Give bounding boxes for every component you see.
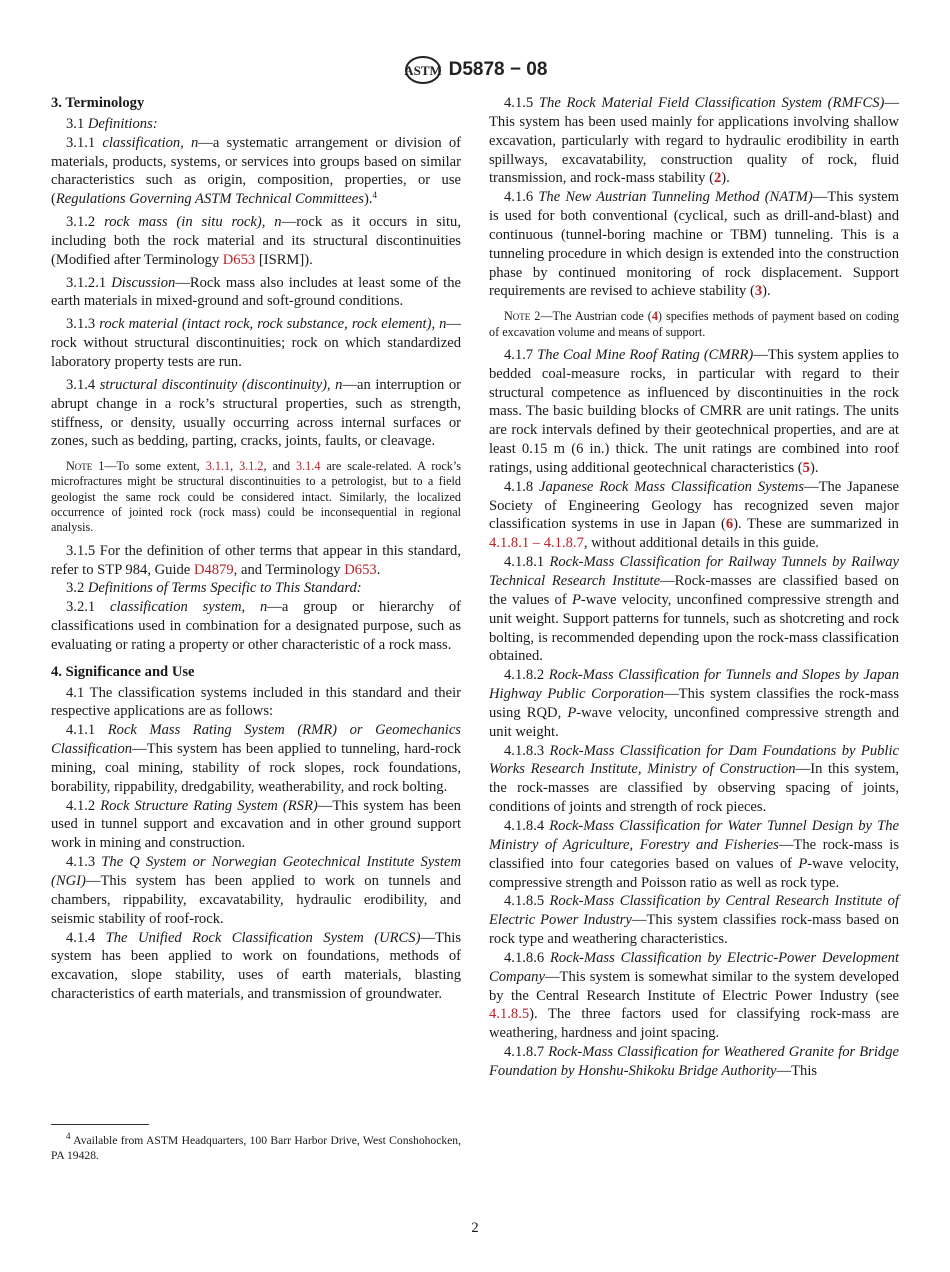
paragraph — [51, 579, 461, 598]
paragraph — [51, 542, 461, 580]
text-run: 3. Terminology — [51, 95, 145, 111]
paragraph — [489, 553, 899, 666]
paragraph — [489, 478, 899, 553]
reference-link[interactable]: D653 — [344, 561, 377, 578]
text-run: classification, n — [102, 134, 199, 151]
text-run: ). — [363, 191, 373, 208]
text-run: P — [798, 855, 808, 872]
text-run: —This system is somewhat similar to the system developed by the Central Research Institute of Electric Power Industry (see — [489, 968, 899, 1004]
right-column — [489, 94, 899, 1081]
text-run: 3.1.2.1 — [66, 274, 112, 291]
paragraph — [489, 1043, 899, 1081]
reference-link[interactable]: 3.1.2 — [239, 459, 264, 474]
left-column — [51, 94, 461, 1004]
paragraph — [51, 598, 461, 655]
note-paragraph — [489, 309, 899, 340]
text-run: classification system, n — [110, 599, 268, 616]
text-run: The Unified Rock Classification System (URCS) — [105, 929, 421, 946]
text-run: 2—The Austrian code ( — [530, 309, 652, 324]
text-run: —This system has been used in tunnel support and excavation and in other ground support work in mining and construction. — [51, 797, 461, 852]
page-header — [0, 55, 950, 85]
paragraph — [489, 892, 899, 949]
text-run: —Rock mass also includes at least some of the earth materials in mixed-ground and soft-ground conditions. — [51, 274, 462, 310]
text-run: Definitions: — [87, 115, 158, 132]
text-run: 4.1 The classification systems included in this standard and their respective applications are as follows: — [51, 684, 461, 720]
section-heading — [51, 94, 461, 113]
reference-link[interactable]: 3.1.1 — [205, 459, 231, 474]
text-run: Rock-Mass Classification by Central Research Institute of Electric Power Industry — [489, 893, 900, 929]
reference-link[interactable]: 3 — [754, 283, 763, 300]
text-run: ) specifies methods of payment based on coding of excavation volume and means of support. — [489, 309, 899, 339]
reference-link[interactable]: 4 — [651, 309, 658, 324]
text-run: , — [230, 459, 240, 474]
astm-logo-icon — [403, 55, 443, 85]
text-run: The Q System or Norwegian Geotechnical Institute System (NGI) — [51, 854, 461, 890]
text-run: -wave velocity, unconfined compressive strength and unit weight. Support patterns for tunnels, such as shotcreting and rock bolting, is recommended depending upon the rock-mass classification obtained. — [489, 591, 899, 665]
text-run: —Rock-masses are classified based on the values of — [489, 573, 899, 608]
text-run: 4.1.8.1 — [504, 554, 550, 571]
text-run: 3.1 — [66, 115, 88, 132]
paragraph — [51, 134, 461, 209]
paragraph — [51, 721, 461, 796]
text-run: Note — [66, 459, 93, 474]
text-run: 4. Significance and Use — [51, 663, 195, 680]
text-run: —This system applies to bedded coal-measure rocks, in particular with regard to their structural competence as influenced by discontinuities in the rock mass. The basic building blocks of CMRR are unit ratings. The units are rock intervals defined by their geotechnical properties, and are at least 0.15 m (6 in.) thick. The unit ratings are combined into roof ratings, using additional geotechnical characteristics ( — [489, 346, 899, 476]
text-run: Regulations Governing ASTM Technical Committees — [55, 191, 364, 208]
text-run: ). — [809, 459, 819, 476]
text-run: 4.1.8.4 — [504, 817, 550, 834]
text-run: Rock Structure Rating System (RSR) — [100, 797, 318, 814]
text-run: 4.1.8.6 — [504, 949, 550, 966]
text-run: —This system has been applied to work on foundations, methods of excavation, slope stability, uses of earth materials, blasting characteristics of earth materials, and transmission of groundwater. — [51, 929, 461, 1003]
text-run: Rock Mass Rating System (RMR) or Geomechanics Classification — [51, 722, 461, 758]
text-run: The Coal Mine Roof Rating (CMRR) — [537, 346, 754, 363]
footnote-ref: 4 — [372, 190, 377, 201]
svg-text:ASTM: ASTM — [403, 63, 442, 78]
text-run: 4.1.1 — [66, 722, 108, 739]
text-run: Rock-Mass Classification for Dam Foundations by Public Works Research Institute, Ministry of Construction — [489, 742, 899, 778]
text-run: 4.1.3 — [66, 854, 102, 871]
reference-link[interactable]: 4.1.8.1 – 4.1.8.7 — [489, 535, 584, 552]
footnote-divider — [51, 1124, 149, 1125]
reference-link[interactable]: 3.1.4 — [296, 459, 321, 474]
text-run: 3.2 — [66, 580, 88, 597]
text-run: —an interruption or abrupt change in a rock’s structural properties, such as strength, stiffness, or density, usually occurring across internal surfaces or zones, such as bedding, parting, cracks, joints, faults, or cleavage. — [51, 376, 461, 450]
section-heading — [51, 663, 461, 682]
paragraph — [489, 94, 899, 188]
footnote-mark: 4 — [66, 1131, 71, 1141]
paragraph — [51, 274, 461, 312]
text-run: 3.1.3 — [66, 316, 100, 333]
paragraph — [489, 346, 899, 478]
text-run: ). These are summarized in — [733, 516, 899, 533]
text-run: P — [571, 591, 581, 608]
document-designation: D5878 − 08 — [448, 59, 548, 80]
reference-link[interactable]: 6 — [725, 516, 734, 533]
text-run: 4.1.5 — [504, 95, 539, 111]
text-run: —a systematic arrangement or division of materials, products, systems, or services into groups based on similar characteristics such as origin, composition, properties, or use ( — [51, 134, 461, 208]
reference-link[interactable]: 5 — [802, 459, 810, 476]
text-run: 3.1.1 — [66, 134, 103, 151]
text-run: —This system classifies rock-mass based on rock type and weathering characteristics. — [489, 912, 899, 948]
text-run: ). The three factors used for classifying rock-mass are weathering, hardness and joint spacing. — [489, 1006, 899, 1042]
text-run: 4.1.7 — [504, 346, 538, 363]
text-run: —The rock-mass is classified into four categories based on values of — [489, 836, 900, 872]
text-run: 1—To some extent, — [92, 459, 206, 474]
text-run: 4.1.8.5 — [504, 893, 550, 910]
text-run: 3.1.5 For the definition of other terms that appear in this standard, refer to STP 984, Guide — [51, 542, 461, 578]
text-run: rock mass (in situ rock), n — [104, 214, 282, 231]
text-run: —This system has been applied to tunneling, hard-rock mining, coal mining, stability of rock slopes, rock foundations, borability, rippability, dredgability, weatherability, and rock bolting. — [51, 741, 461, 795]
paragraph — [51, 213, 461, 270]
paragraph — [489, 817, 899, 892]
text-run: 4.1.6 — [504, 189, 539, 206]
text-run: -wave velocity, compressive strength and Poisson ratio as well as rock type. — [489, 855, 899, 891]
reference-link[interactable]: D653 — [222, 251, 256, 268]
paragraph — [51, 684, 461, 722]
text-run: 4.1.4 — [66, 929, 106, 946]
paragraph — [489, 949, 899, 1043]
text-run: rock material (intact rock, rock substance, rock element), n — [99, 316, 447, 333]
text-run: 4.1.8.7 — [504, 1044, 549, 1061]
paragraph — [51, 115, 461, 134]
text-run: -wave velocity, unconfined compressive strength and unit weight. — [489, 704, 899, 740]
text-run: 4.1.2 — [66, 797, 101, 814]
text-run: [ISRM]). — [255, 251, 313, 268]
text-run: , without additional details in this guide. — [583, 535, 819, 552]
text-run: Japanese Rock Mass Classification Systems — [539, 478, 804, 495]
text-run: The New Austrian Tunneling Method (NATM) — [538, 189, 813, 206]
reference-link[interactable]: 2 — [713, 170, 722, 187]
note-paragraph — [51, 459, 461, 535]
text-run: P — [567, 704, 577, 721]
text-run: —This system classifies the rock-mass using RQD, — [489, 686, 899, 721]
text-run: ). — [721, 170, 730, 187]
text-run: —This system has been applied to work on tunnels and chambers, rippability, excavatability, hydraulic erodibility, and seismic stability of roof-rock. — [51, 873, 461, 927]
paragraph — [51, 376, 461, 451]
text-run: Note — [504, 309, 531, 324]
text-run: The Rock Material Field Classification System (RMFCS) — [538, 95, 885, 111]
text-run: 3.1.4 — [66, 376, 100, 393]
text-run: —rock without structural discontinuities; rock on which standardized laboratory property tests are run. — [51, 316, 461, 370]
text-run: 4.1.8.2 — [504, 667, 549, 684]
text-run: are scale-related. A rock’s microfractures might be structural discontinuities to a petrologist, but to a field geologist the same rock could be considered intact. Similarly, the localized occurrence of jointed rock (rock mass) could be inconsequential in regional analysis. — [51, 459, 461, 535]
text-run: 4.1.8 — [504, 478, 540, 495]
text-run: Rock-Mass Classification for Water Tunnel Design by The Ministry of Agriculture, Forestry and Fisheries — [489, 817, 900, 853]
text-run: structural discontinuity (discontinuity), n — [99, 376, 343, 393]
text-run: 4.1.8.3 — [504, 742, 550, 759]
paragraph — [51, 797, 461, 854]
paragraph — [489, 742, 899, 817]
text-run: —This system has been used mainly for applications involving shallow excavation, particularly with regard to hydraulic erodibility in earth spillways, excavatability, construction quality of rock, fluid transmission, and rock-mass stability ( — [489, 95, 899, 187]
paragraph — [489, 188, 899, 301]
text-run: Discussion — [111, 274, 176, 291]
reference-link[interactable]: D4879 — [193, 561, 234, 578]
text-run: , and — [263, 459, 297, 474]
footnote — [51, 1131, 461, 1163]
paragraph — [51, 315, 461, 372]
text-run: —This system is used for both conventional (cyclical, such as drill-and-blast) and continuous (tunnel-boring machine or TBM) tunneling. This is a tunneling procedure in which design is extended into the construction phase by continued monitoring of rock displacement. Support requirements are revised to achieve stability ( — [489, 189, 899, 300]
paragraph — [489, 666, 899, 741]
text-run: 3.2.1 — [66, 599, 110, 616]
footnote-text: Available from ASTM Headquarters, 100 Barr Harbor Drive, West Conshohocken, PA 19428. — [51, 1134, 461, 1162]
text-run: Rock-Mass Classification for Weathered Granite for Bridge Foundation by Honshu-Shikoku Bridge Authority — [489, 1044, 900, 1079]
paragraph — [51, 929, 461, 1004]
page-number: 2 — [471, 1220, 479, 1236]
text-run: —rock as it occurs in situ, including both the rock material and its structural discontinuities (Modified after Terminology — [51, 214, 461, 268]
text-run: Rock-Mass Classification by Electric-Power Development Company — [489, 949, 899, 985]
text-run: , and Terminology — [233, 561, 345, 578]
text-run: —In this system, the rock-masses are classified by observing spacing of joints, conditions of joints and strength of rock pieces. — [489, 761, 899, 816]
text-run: 3.1.2 — [66, 214, 105, 231]
text-run: Definitions of Terms Specific to This Standard: — [87, 580, 362, 597]
text-run: —The Japanese Society of Engineering Geology has recognized seven major classification systems in use in Japan ( — [489, 478, 899, 533]
paragraph — [51, 853, 461, 928]
text-run: . — [376, 561, 381, 578]
reference-link[interactable]: 4.1.8.5 — [489, 1006, 530, 1023]
text-run: —a group or hierarchy of classifications used in combination for a designated purpose, such as evaluating or rating a property or other characteristic of a rock mass. — [51, 599, 462, 653]
text-run: Rock-Mass Classification for Railway Tunnels by Railway Technical Research Institute — [489, 554, 899, 589]
text-run: Rock-Mass Classification for Tunnels and Slopes by Japan Highway Public Corporation — [489, 667, 899, 703]
text-run: ). — [762, 283, 771, 300]
text-run: —This — [776, 1062, 818, 1079]
